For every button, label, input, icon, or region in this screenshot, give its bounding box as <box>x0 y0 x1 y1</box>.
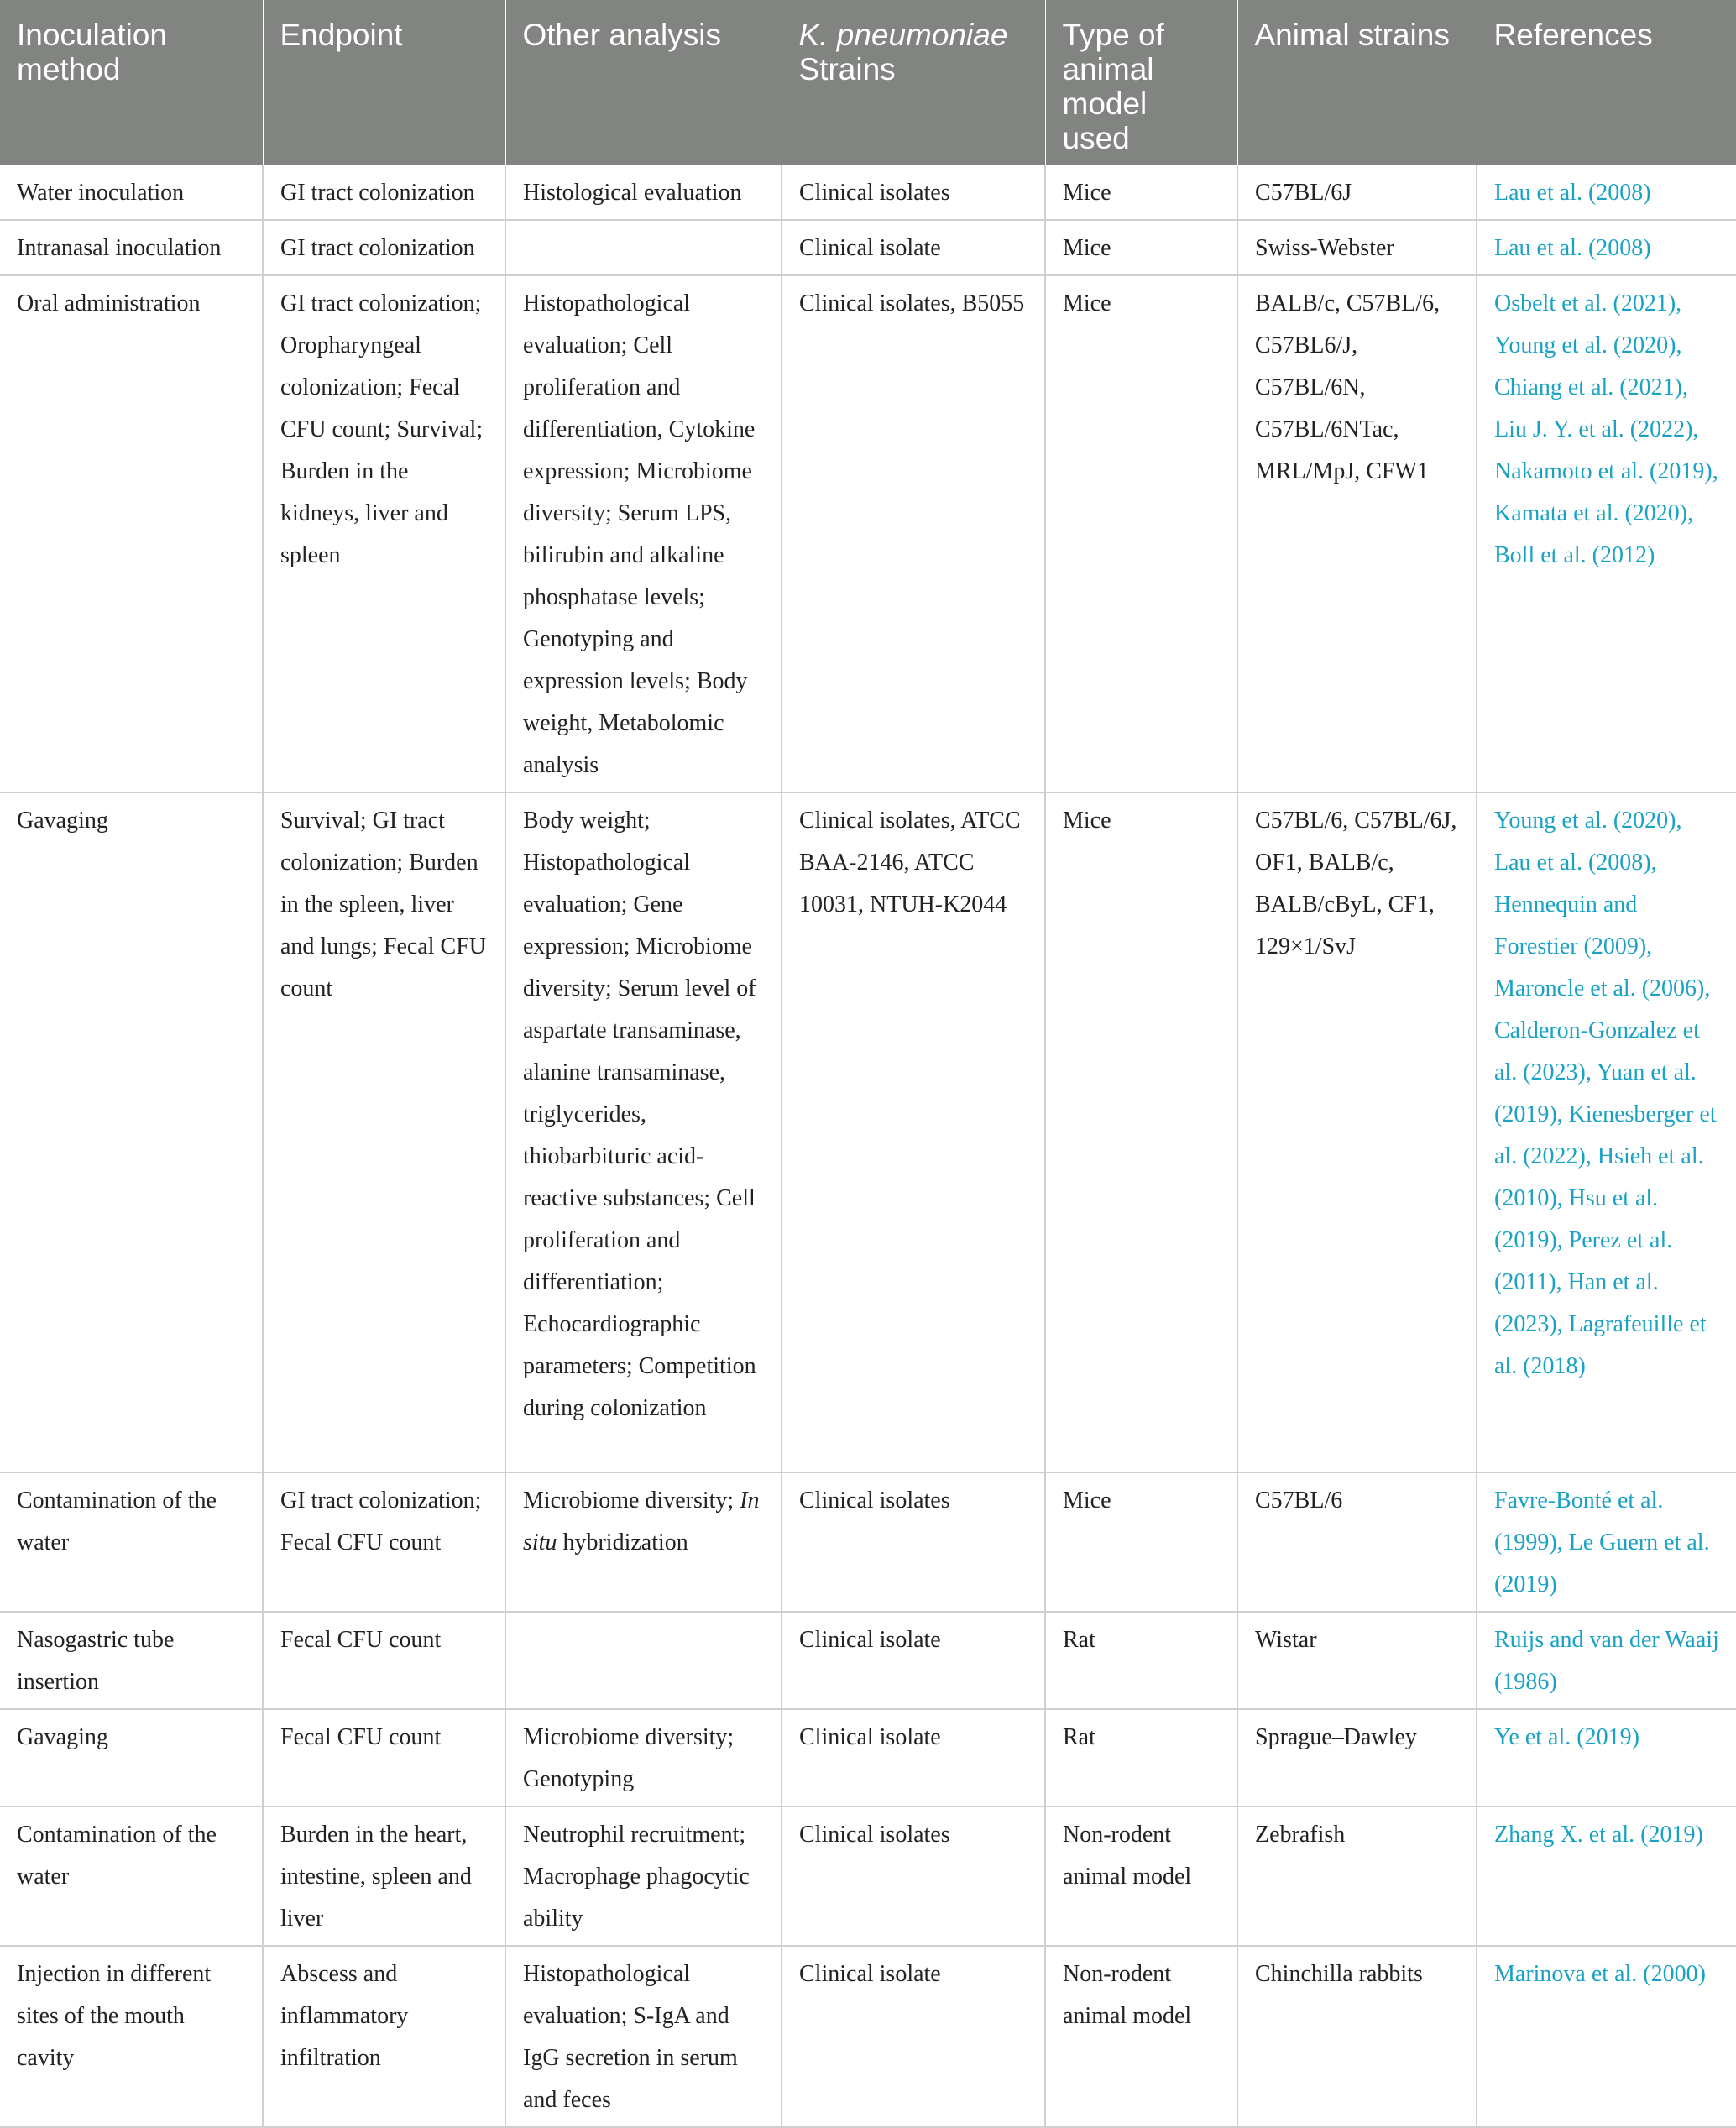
cell-references[interactable]: Osbelt et al. (2021), Young et al. (2020), Chiang et al. (2021), Liu J. Y. et al. (2022), Nakamoto et al. (2019), Kamata et al. (2020), Boll et al. (2012) <box>1477 275 1736 792</box>
cell-other-analysis <box>505 1472 782 1612</box>
cell-strains: Clinical isolate <box>782 220 1045 275</box>
cell-method: Contamination of the water <box>0 1472 263 1612</box>
table-row <box>0 792 1736 1472</box>
cell-endpoint: Fecal CFU count <box>263 1612 505 1709</box>
cell-method: Oral administration <box>0 275 263 792</box>
cell-model: Non-rodent animal model <box>1045 1946 1237 2127</box>
cell-method: Injection in different sites of the mouth cavity <box>0 1946 263 2127</box>
cell-endpoint: GI tract colonization; Fecal CFU count <box>263 1472 505 1612</box>
cell-strains: Clinical isolates, B5055 <box>782 275 1045 792</box>
cell-endpoint: Survival; GI tract colonization; Burden in the spleen, liver and lungs; Fecal CFU count <box>263 792 505 1472</box>
cell-animal: C57BL/6 <box>1237 1472 1477 1612</box>
header-other-analysis: Other analysis <box>505 0 782 165</box>
cell-references[interactable]: Ye et al. (2019) <box>1477 1709 1736 1806</box>
cell-strains: Clinical isolates <box>782 1472 1045 1612</box>
cell-model: Mice <box>1045 220 1237 275</box>
cell-endpoint: Fecal CFU count <box>263 1709 505 1806</box>
cell-method: Water inoculation <box>0 165 263 220</box>
cell-other-analysis <box>505 1612 782 1709</box>
cell-strains: Clinical isolate <box>782 1946 1045 2127</box>
cell-animal: Wistar <box>1237 1612 1477 1709</box>
other-analysis-part: Microbiome diversity; <box>523 1488 740 1514</box>
table-row <box>0 220 1736 275</box>
header-inoculation-method: Inoculation method <box>0 0 263 165</box>
header-references: References <box>1477 0 1736 165</box>
header-endpoint: Endpoint <box>263 0 505 165</box>
cell-method: Gavaging <box>0 792 263 1472</box>
cell-references[interactable]: Favre-Bonté et al. (1999), Le Guern et al. (2019) <box>1477 1472 1736 1612</box>
cell-strains: Clinical isolate <box>782 1709 1045 1806</box>
cell-model: Non-rodent animal model <box>1045 1806 1237 1946</box>
cell-references[interactable]: Marinova et al. (2000) <box>1477 1946 1736 2127</box>
table-row <box>0 1472 1736 1612</box>
cell-other-analysis <box>505 220 782 275</box>
cell-other-analysis: Histopathological evaluation; S-IgA and IgG secretion in serum and feces <box>505 1946 782 2127</box>
cell-model: Mice <box>1045 275 1237 792</box>
cell-other-analysis: Microbiome diversity; Genotyping <box>505 1709 782 1806</box>
cell-model: Mice <box>1045 165 1237 220</box>
cell-endpoint: Burden in the heart, intestine, spleen and liver <box>263 1806 505 1946</box>
cell-method: Intranasal inoculation <box>0 220 263 275</box>
cell-strains: Clinical isolates, ATCC BAA-2146, ATCC 10031, NTUH-K2044 <box>782 792 1045 1472</box>
cell-model: Mice <box>1045 792 1237 1472</box>
cell-model: Mice <box>1045 1472 1237 1612</box>
table-row <box>0 165 1736 220</box>
cell-references[interactable]: Zhang X. et al. (2019) <box>1477 1806 1736 1946</box>
table-row <box>0 1709 1736 1806</box>
cell-references[interactable]: Lau et al. (2008) <box>1477 165 1736 220</box>
cell-other-analysis: Neutrophil recruitment; Macrophage phagocytic ability <box>505 1806 782 1946</box>
cell-model: Rat <box>1045 1612 1237 1709</box>
cell-endpoint: GI tract colonization <box>263 220 505 275</box>
cell-animal: BALB/c, C57BL/6, C57BL6/J, C57BL/6N, C57BL/6NTac, MRL/MpJ, CFW1 <box>1237 275 1477 792</box>
cell-animal: Zebrafish <box>1237 1806 1477 1946</box>
cell-method: Contamination of the water <box>0 1806 263 1946</box>
cell-strains: Clinical isolate <box>782 1612 1045 1709</box>
cell-endpoint: GI tract colonization <box>263 165 505 220</box>
cell-model: Rat <box>1045 1709 1237 1806</box>
cell-method: Nasogastric tube insertion <box>0 1612 263 1709</box>
cell-other-analysis: Body weight; Histopathological evaluation; Gene expression; Microbiome diversity; Serum level of aspartate transaminase, alanine transaminase, triglycerides, thiobarbituric acid-reactive substances; Cell proliferation and differentiation; Echocardiographic parameters; Competition during colonization <box>505 792 782 1472</box>
header-row <box>0 0 1736 165</box>
cell-strains: Clinical isolates <box>782 165 1045 220</box>
cell-animal: Swiss-Webster <box>1237 220 1477 275</box>
header-strains-species: K. pneumoniae <box>798 18 1008 52</box>
cell-endpoint: Abscess and inflammatory infiltration <box>263 1946 505 2127</box>
table-row <box>0 1612 1736 1709</box>
header-animal-strains: Animal strains <box>1237 0 1477 165</box>
header-strains-label: Strains <box>798 52 896 86</box>
table-row <box>0 275 1736 792</box>
cell-other-analysis: Histological evaluation <box>505 165 782 220</box>
cell-strains: Clinical isolates <box>782 1806 1045 1946</box>
cell-references[interactable]: Lau et al. (2008) <box>1477 220 1736 275</box>
cell-animal: C57BL/6, C57BL/6J, OF1, BALB/c, BALB/cByL, CF1, 129×1/SvJ <box>1237 792 1477 1472</box>
cell-animal: C57BL/6J <box>1237 165 1477 220</box>
other-analysis-part: hybridization <box>557 1529 688 1555</box>
table-row <box>0 1946 1736 2127</box>
cell-references[interactable]: Young et al. (2020), Lau et al. (2008), Hennequin and Forestier (2009), Maroncle et al. (2006), Calderon-Gonzalez et al. (2023), Yuan et al. (2019), Kienesberger et al. (2022), Hsieh et al. (2010), Hsu et al. (2019), Perez et al. (2011), Han et al. (2023), Lagrafeuille et al. (2018) <box>1477 792 1736 1472</box>
other-analysis-italic: In situ <box>523 1488 760 1555</box>
cell-animal: Sprague–Dawley <box>1237 1709 1477 1806</box>
cell-method: Gavaging <box>0 1709 263 1806</box>
cell-references[interactable]: Ruijs and van der Waaij (1986) <box>1477 1612 1736 1709</box>
table-row <box>0 1806 1736 1946</box>
cell-other-analysis: Histopathological evaluation; Cell proliferation and differentiation, Cytokine expression; Microbiome diversity; Serum LPS, bilirubin and alkaline phosphatase levels; Genotyping and expression levels; Body weight, Metabolomic analysis <box>505 275 782 792</box>
header-strains <box>782 0 1045 165</box>
cell-endpoint: GI tract colonization; Oropharyngeal colonization; Fecal CFU count; Survival; Burden in the kidneys, liver and spleen <box>263 275 505 792</box>
header-animal-model-type: Type of animal model used <box>1045 0 1237 165</box>
cell-animal: Chinchilla rabbits <box>1237 1946 1477 2127</box>
